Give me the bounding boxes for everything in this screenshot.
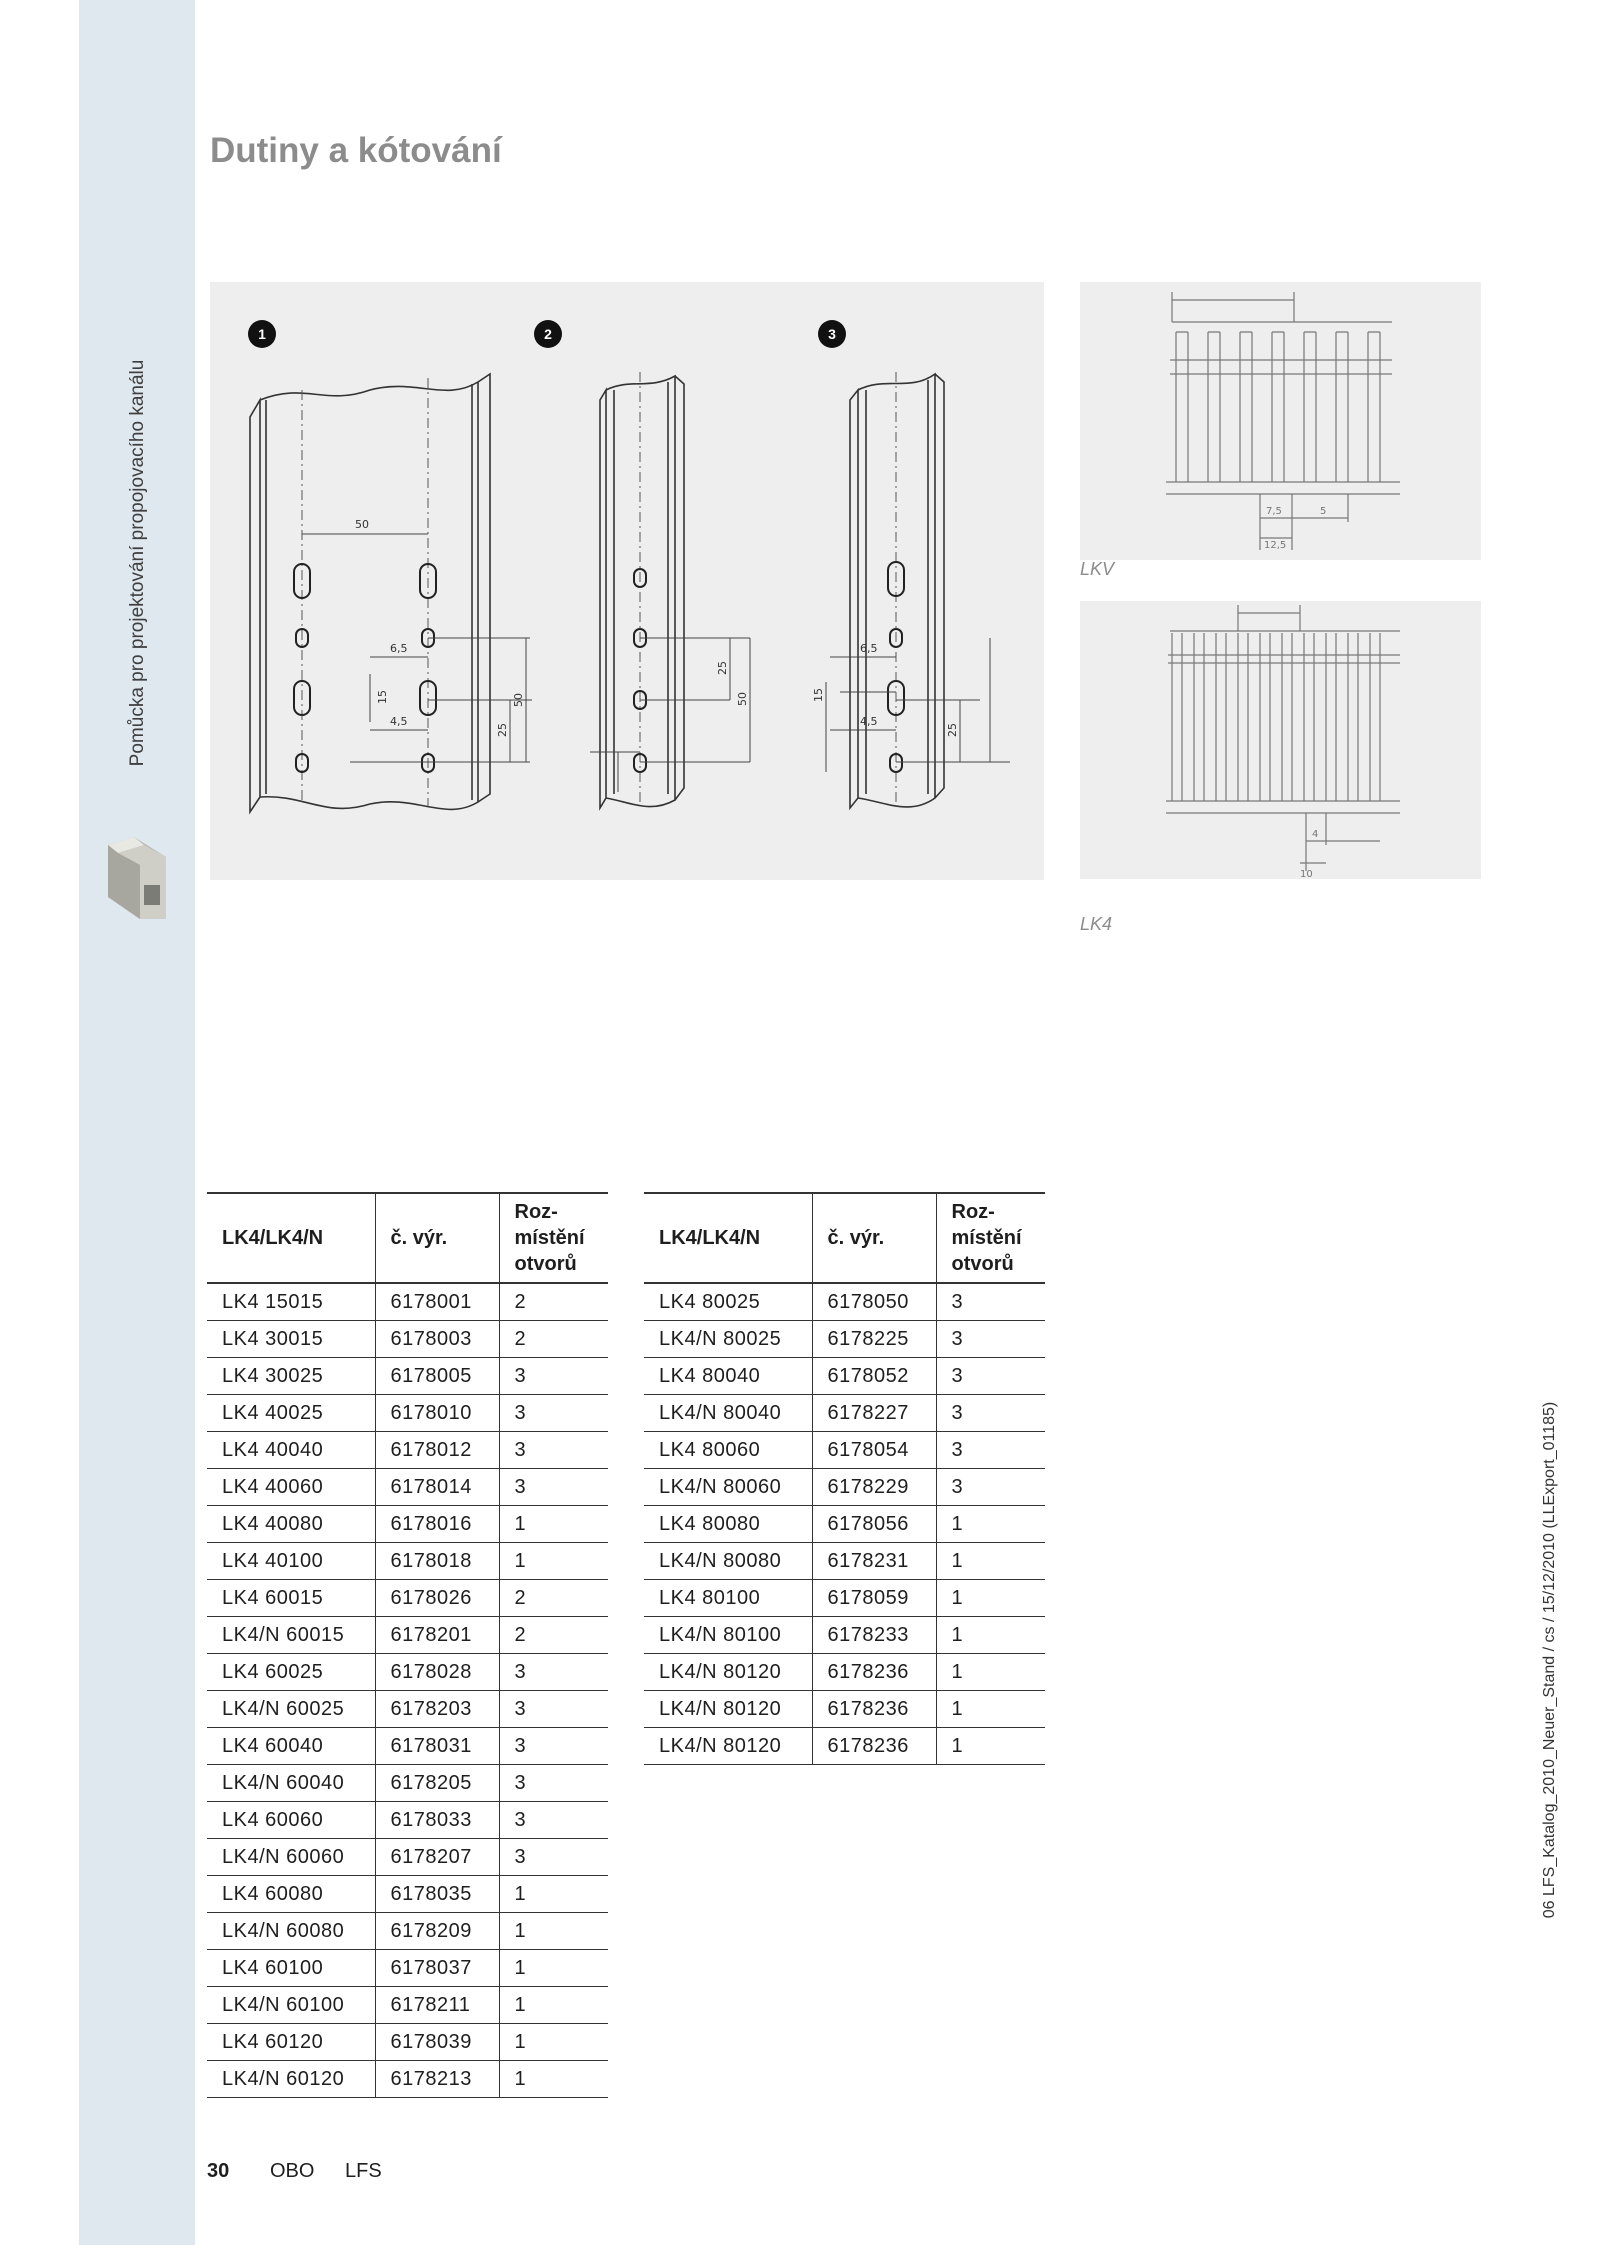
- article-number-cell: 6178039: [375, 2024, 499, 2061]
- hole-layout-cell: 1: [499, 1987, 608, 2024]
- article-number-cell: 6178201: [375, 1617, 499, 1654]
- type-cell: LK4/N 60120: [207, 2061, 375, 2098]
- type-cell: LK4 60060: [207, 1802, 375, 1839]
- brand-name: OBO: [270, 2160, 315, 2182]
- hole-layout-cell: 3: [499, 1691, 608, 1728]
- hole-layout-cell: 3: [499, 1432, 608, 1469]
- table-row: [207, 1654, 608, 1691]
- hole-layout-cell: 1: [936, 1617, 1045, 1654]
- type-cell: LK4/N 60040: [207, 1765, 375, 1802]
- table-header-row: [207, 1193, 608, 1283]
- type-cell: LK4 40060: [207, 1469, 375, 1506]
- svg-text:12,5: 12,5: [1264, 540, 1287, 551]
- article-number-cell: 6178031: [375, 1728, 499, 1765]
- dim-label: 6,5: [390, 642, 408, 655]
- article-number-cell: 6178014: [375, 1469, 499, 1506]
- hole-layout-cell: 1: [936, 1691, 1045, 1728]
- type-cell: LK4/N 60100: [207, 1987, 375, 2024]
- article-number-cell: 6178018: [375, 1543, 499, 1580]
- svg-text:10: 10: [1300, 869, 1313, 879]
- table-row: [644, 1691, 1045, 1728]
- article-number-cell: 6178231: [812, 1543, 936, 1580]
- table-row: [644, 1506, 1045, 1543]
- svg-text:7,5: 7,5: [1266, 506, 1282, 517]
- profile-badge-2: [534, 320, 562, 348]
- profile-badge-3: [818, 320, 846, 348]
- dim-label: 15: [376, 690, 389, 704]
- hole-layout-cell: 3: [936, 1469, 1045, 1506]
- type-cell: LK4 15015: [207, 1283, 375, 1321]
- article-number-cell: 6178207: [375, 1839, 499, 1876]
- article-number-cell: 6178213: [375, 2061, 499, 2098]
- hole-layout-cell: 2: [499, 1283, 608, 1321]
- article-number-cell: 6178010: [375, 1395, 499, 1432]
- hole-layout-cell: 3: [936, 1395, 1045, 1432]
- type-cell: LK4 80100: [644, 1580, 812, 1617]
- article-number-cell: 6178229: [812, 1469, 936, 1506]
- article-number-cell: 6178012: [375, 1432, 499, 1469]
- svg-text:2: 2: [544, 326, 552, 342]
- article-number-cell: 6178033: [375, 1802, 499, 1839]
- hole-layout-cell: 1: [499, 1506, 608, 1543]
- article-number-cell: 6178028: [375, 1654, 499, 1691]
- duct-hole-drawing: [210, 282, 1044, 880]
- dim-label: 15: [812, 688, 825, 702]
- dim-label: 25: [496, 723, 509, 737]
- table-row: [207, 1358, 608, 1395]
- type-cell: LK4/N 60080: [207, 1913, 375, 1950]
- article-number-cell: 6178203: [375, 1691, 499, 1728]
- hole-layout-cell: 3: [936, 1358, 1045, 1395]
- hole-layout-cell: 3: [499, 1469, 608, 1506]
- table-header-row: [644, 1193, 1045, 1283]
- type-cell: LK4/N 60060: [207, 1839, 375, 1876]
- hole-layout-cell: 3: [499, 1395, 608, 1432]
- article-number-cell: 6178233: [812, 1617, 936, 1654]
- page-title: Dutiny a kótování: [210, 131, 502, 170]
- parts-table-1: [207, 1192, 608, 2098]
- type-cell: LK4 30015: [207, 1321, 375, 1358]
- hole-layout-cell: 3: [936, 1283, 1045, 1321]
- table-row: [207, 1876, 608, 1913]
- table-row: [207, 1283, 608, 1321]
- table-row: [644, 1283, 1045, 1321]
- hole-layout-cell: 1: [936, 1728, 1045, 1765]
- table-row: [207, 1469, 608, 1506]
- dim-label: 4,5: [860, 715, 878, 728]
- type-cell: LK4 80040: [644, 1358, 812, 1395]
- table-row: [207, 1765, 608, 1802]
- article-number-cell: 6178205: [375, 1765, 499, 1802]
- type-cell: LK4/N 60025: [207, 1691, 375, 1728]
- type-cell: LK4/N 80025: [644, 1321, 812, 1358]
- table-row: [207, 1913, 608, 1950]
- type-cell: LK4 60015: [207, 1580, 375, 1617]
- dim-label: 50: [512, 693, 525, 707]
- type-cell: LK4 60080: [207, 1876, 375, 1913]
- type-cell: LK4 60120: [207, 2024, 375, 2061]
- type-cell: LK4/N 80100: [644, 1617, 812, 1654]
- table-row: [207, 1395, 608, 1432]
- type-cell: LK4 30025: [207, 1358, 375, 1395]
- table-row: [644, 1321, 1045, 1358]
- table-row: [207, 2024, 608, 2061]
- article-number-cell: 6178054: [812, 1432, 936, 1469]
- article-number-cell: 6178005: [375, 1358, 499, 1395]
- article-number-cell: 6178001: [375, 1283, 499, 1321]
- type-cell: LK4/N 80040: [644, 1395, 812, 1432]
- lkv-drawing: [1080, 282, 1481, 560]
- hole-layout-cell: 3: [499, 1802, 608, 1839]
- col-header-type: LK4/LK4/N: [207, 1193, 375, 1283]
- hole-layout-cell: 3: [936, 1432, 1045, 1469]
- page-number: 30: [207, 2160, 230, 2182]
- type-cell: LK4 60100: [207, 1950, 375, 1987]
- type-cell: LK4 40100: [207, 1543, 375, 1580]
- hole-layout-cell: 2: [499, 1580, 608, 1617]
- hole-layout-cell: 1: [499, 1543, 608, 1580]
- table-row: [207, 1728, 608, 1765]
- dim-label: 50: [736, 692, 749, 706]
- lk4-drawing: [1080, 601, 1481, 879]
- profile-badge-1: [248, 320, 276, 348]
- type-cell: LK4 80060: [644, 1432, 812, 1469]
- cable-duct-icon: [104, 835, 170, 921]
- hole-layout-cell: 2: [499, 1617, 608, 1654]
- hole-layout-cell: 1: [499, 1950, 608, 1987]
- hole-layout-cell: 1: [499, 1876, 608, 1913]
- table-row: [644, 1358, 1045, 1395]
- article-number-cell: 6178236: [812, 1691, 936, 1728]
- table-row: [207, 1691, 608, 1728]
- table-row: [644, 1469, 1045, 1506]
- hole-layout-cell: 3: [499, 1654, 608, 1691]
- article-number-cell: 6178209: [375, 1913, 499, 1950]
- article-number-cell: 6178003: [375, 1321, 499, 1358]
- article-number-cell: 6178037: [375, 1950, 499, 1987]
- export-reference: 06 LFS_Katalog_2010_Neuer_Stand / cs / 15/12/2010 (LLExport_01185): [1541, 1401, 1558, 1919]
- type-cell: LK4 60025: [207, 1654, 375, 1691]
- table-row: [644, 1617, 1045, 1654]
- hole-layout-cell: 3: [499, 1765, 608, 1802]
- article-number-cell: 6178236: [812, 1654, 936, 1691]
- col-header-type: LK4/LK4/N: [644, 1193, 812, 1283]
- parts-table-2: [644, 1192, 1045, 1765]
- hole-layout-cell: 1: [936, 1506, 1045, 1543]
- table-row: [207, 1839, 608, 1876]
- hole-layout-cell: 1: [936, 1580, 1045, 1617]
- table-row: [207, 1802, 608, 1839]
- type-cell: LK4/N 80080: [644, 1543, 812, 1580]
- type-cell: LK4/N 80060: [644, 1469, 812, 1506]
- table-row: [207, 1580, 608, 1617]
- lk4-caption: LK4: [1080, 914, 1113, 934]
- table-row: [207, 1950, 608, 1987]
- dim-label: 6,5: [860, 642, 878, 655]
- dim-label: 25: [716, 661, 729, 675]
- col-header-article: č. výr.: [375, 1193, 499, 1283]
- sidebar-band: [79, 0, 195, 2245]
- type-cell: LK4/N 80120: [644, 1654, 812, 1691]
- hole-layout-cell: 1: [499, 1913, 608, 1950]
- hole-layout-cell: 2: [499, 1321, 608, 1358]
- table-row: [207, 1987, 608, 2024]
- svg-text:5: 5: [1320, 506, 1327, 517]
- type-cell: LK4/N 60015: [207, 1617, 375, 1654]
- hole-layout-cell: 1: [499, 2061, 608, 2098]
- table-row: [644, 1580, 1045, 1617]
- article-number-cell: 6178059: [812, 1580, 936, 1617]
- type-cell: LK4 60040: [207, 1728, 375, 1765]
- hole-layout-cell: 1: [936, 1543, 1045, 1580]
- article-number-cell: 6178016: [375, 1506, 499, 1543]
- hole-layout-cell: 1: [499, 2024, 608, 2061]
- hole-layout-cell: 1: [936, 1654, 1045, 1691]
- article-number-cell: 6178056: [812, 1506, 936, 1543]
- lkv-caption: LKV: [1080, 559, 1115, 579]
- type-cell: LK4 40025: [207, 1395, 375, 1432]
- type-cell: LK4 40080: [207, 1506, 375, 1543]
- table-row: [644, 1395, 1045, 1432]
- type-cell: LK4 40040: [207, 1432, 375, 1469]
- article-number-cell: 6178026: [375, 1580, 499, 1617]
- article-number-cell: 6178227: [812, 1395, 936, 1432]
- table-row: [644, 1728, 1045, 1765]
- table-row: [207, 1543, 608, 1580]
- article-number-cell: 6178035: [375, 1876, 499, 1913]
- type-cell: LK4 80080: [644, 1506, 812, 1543]
- hole-layout-cell: 3: [499, 1728, 608, 1765]
- col-header-hole-layout: Roz- místění otvorů: [936, 1193, 1045, 1283]
- table-row: [207, 1617, 608, 1654]
- article-number-cell: 6178236: [812, 1728, 936, 1765]
- table-row: [644, 1543, 1045, 1580]
- type-cell: LK4/N 80120: [644, 1691, 812, 1728]
- article-number-cell: 6178052: [812, 1358, 936, 1395]
- table-row: [207, 1432, 608, 1469]
- product-line: LFS: [345, 2160, 382, 2182]
- dim-label: 4,5: [390, 715, 408, 728]
- hole-layout-cell: 3: [499, 1839, 608, 1876]
- svg-text:4: 4: [1312, 829, 1319, 840]
- svg-text:1: 1: [258, 326, 266, 342]
- type-cell: LK4/N 80120: [644, 1728, 812, 1765]
- article-number-cell: 6178225: [812, 1321, 936, 1358]
- dim-label: 25: [946, 723, 959, 737]
- hole-layout-cell: 3: [936, 1321, 1045, 1358]
- table-row: [644, 1432, 1045, 1469]
- hole-layout-cell: 3: [499, 1358, 608, 1395]
- article-number-cell: 6178050: [812, 1283, 936, 1321]
- table-row: [644, 1654, 1045, 1691]
- article-number-cell: 6178211: [375, 1987, 499, 2024]
- col-header-hole-layout: Roz- místění otvorů: [499, 1193, 608, 1283]
- col-header-article: č. výr.: [812, 1193, 936, 1283]
- table-row: [207, 1321, 608, 1358]
- table-row: [207, 2061, 608, 2098]
- sidebar-section-label: Pomůcka pro projektování propojovacího kanálu: [127, 359, 148, 767]
- type-cell: LK4 80025: [644, 1283, 812, 1321]
- svg-text:3: 3: [828, 326, 836, 342]
- table-row: [207, 1506, 608, 1543]
- dim-label: 50: [355, 518, 369, 531]
